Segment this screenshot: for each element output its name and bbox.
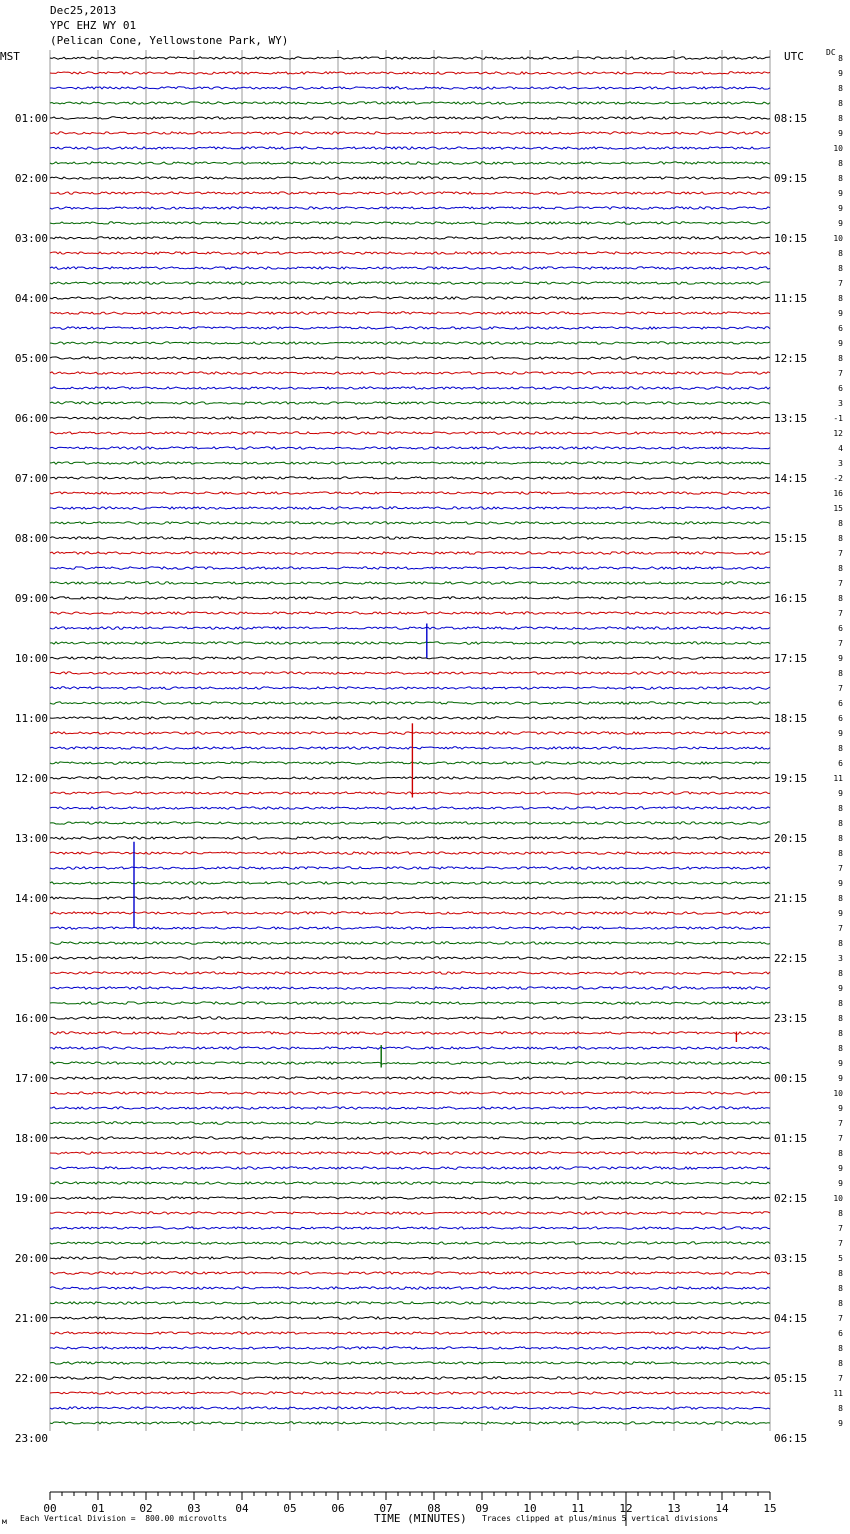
- utc-hour-label: 13:15: [774, 412, 808, 425]
- trace-row: [50, 537, 770, 539]
- utc-hour-label: 15:15: [774, 532, 808, 545]
- dc-label: DC: [826, 48, 836, 57]
- utc-hour-label: 03:15: [774, 1252, 808, 1265]
- trace-row: [50, 57, 770, 59]
- left-zone-label: MST: [0, 50, 20, 63]
- utc-hour-label: 19:15: [774, 772, 808, 785]
- trace-row: [50, 117, 770, 119]
- trace-row: [50, 747, 770, 749]
- trace-row: [50, 222, 770, 224]
- mst-hour-label: 12:00: [14, 772, 48, 785]
- trace-row: [50, 1017, 770, 1019]
- trace-row: [50, 702, 770, 704]
- dc-offset-label: 9: [838, 1164, 843, 1173]
- trace-row: [50, 372, 770, 374]
- utc-hour-label: 10:15: [774, 232, 808, 245]
- trace-row: [50, 1347, 770, 1349]
- dc-offset-label: 6: [838, 699, 843, 708]
- dc-offset-label: 8: [838, 834, 843, 843]
- dc-offset-label: 8: [838, 249, 843, 258]
- dc-offset-label: 7: [838, 549, 843, 558]
- trace-row: [50, 717, 770, 719]
- dc-offset-label: -2: [833, 474, 843, 483]
- dc-offset-label: 8: [838, 804, 843, 813]
- dc-offset-label: 6: [838, 624, 843, 633]
- trace-row: [50, 1137, 770, 1139]
- footer-corner-mark: м: [2, 1517, 7, 1526]
- trace-row: [50, 1407, 770, 1409]
- mst-hour-label: 08:00: [14, 532, 48, 545]
- x-tick-label: 09: [475, 1502, 489, 1515]
- dc-offset-label: 7: [838, 924, 843, 933]
- trace-row: [50, 1287, 770, 1289]
- trace-row: [50, 807, 770, 809]
- trace-row: [50, 837, 770, 839]
- trace-row: [50, 162, 770, 164]
- dc-offset-label: 6: [838, 714, 843, 723]
- utc-hour-label: 02:15: [774, 1192, 808, 1205]
- trace-row: [50, 552, 770, 554]
- mst-hour-label: 06:00: [14, 412, 48, 425]
- dc-offset-label: 8: [838, 1014, 843, 1023]
- dc-offset-label: 9: [838, 729, 843, 738]
- trace-row: [50, 627, 770, 629]
- trace-row: [50, 1152, 770, 1154]
- dc-offset-label: 8: [838, 1209, 843, 1218]
- utc-hour-label: 09:15: [774, 172, 808, 185]
- dc-offset-label: 8: [838, 1149, 843, 1158]
- header-location: (Pelican Cone, Yellowstone Park, WY): [50, 34, 289, 47]
- trace-row: [50, 1032, 770, 1034]
- dc-offset-label: 9: [838, 789, 843, 798]
- dc-offset-label: 8: [838, 1269, 843, 1278]
- utc-hour-label: 06:15: [774, 1432, 808, 1445]
- x-tick-label: 10: [523, 1502, 537, 1515]
- dc-offset-label: 6: [838, 384, 843, 393]
- trace-row: [50, 1392, 770, 1394]
- dc-offset-label: 8: [838, 1404, 843, 1413]
- utc-hour-label: 20:15: [774, 832, 808, 845]
- dc-offset-label: 8: [838, 294, 843, 303]
- x-tick-label: 00: [43, 1502, 57, 1515]
- dc-offset-label: 9: [838, 1059, 843, 1068]
- trace-row: [50, 72, 770, 74]
- utc-hour-label: 16:15: [774, 592, 808, 605]
- mst-hour-label: 05:00: [14, 352, 48, 365]
- trace-row: [50, 132, 770, 134]
- dc-offset-label: 6: [838, 324, 843, 333]
- trace-row: [50, 567, 770, 569]
- trace-row: [50, 1182, 770, 1184]
- dc-offset-label: 9: [838, 1104, 843, 1113]
- trace-row: [50, 687, 770, 689]
- x-tick-label: 01: [91, 1502, 105, 1515]
- utc-hour-label: 18:15: [774, 712, 808, 725]
- utc-hour-label: 11:15: [774, 292, 808, 305]
- dc-offset-label: -1: [833, 414, 843, 423]
- dc-offset-label: 8: [838, 264, 843, 273]
- trace-row: [50, 1257, 770, 1259]
- trace-row: [50, 447, 770, 449]
- trace-row: [50, 342, 770, 344]
- dc-offset-label: 3: [838, 954, 843, 963]
- dc-offset-label: 7: [838, 369, 843, 378]
- dc-offset-label: 8: [838, 744, 843, 753]
- dc-offset-label: 8: [838, 669, 843, 678]
- trace-row: [50, 612, 770, 614]
- x-tick-label: 14: [715, 1502, 729, 1515]
- mst-hour-label: 19:00: [14, 1192, 48, 1205]
- trace-row: [50, 672, 770, 674]
- trace-row: [50, 327, 770, 329]
- dc-offset-label: 9: [838, 909, 843, 918]
- mst-hour-label: 07:00: [14, 472, 48, 485]
- trace-row: [50, 1062, 770, 1064]
- trace-row: [50, 87, 770, 89]
- trace-row: [50, 507, 770, 509]
- utc-hour-label: 17:15: [774, 652, 808, 665]
- header-station: YPC EHZ WY 01: [50, 19, 137, 32]
- mst-hour-label: 10:00: [14, 652, 48, 665]
- x-tick-label: 12: [619, 1502, 633, 1515]
- dc-offset-label: 8: [838, 519, 843, 528]
- header-date: Dec25,2013: [50, 4, 117, 17]
- x-tick-label: 15: [763, 1502, 777, 1515]
- mst-hour-label: 11:00: [14, 712, 48, 725]
- dc-offset-label: 3: [838, 459, 843, 468]
- x-tick-label: 06: [331, 1502, 345, 1515]
- trace-row: [50, 897, 770, 899]
- utc-hour-label: 12:15: [774, 352, 808, 365]
- utc-hour-label: 14:15: [774, 472, 808, 485]
- mst-hour-label: 01:00: [14, 112, 48, 125]
- utc-hour-label: 21:15: [774, 892, 808, 905]
- trace-row: [50, 252, 770, 254]
- trace-row: [50, 822, 770, 824]
- dc-offset-label: 9: [838, 984, 843, 993]
- dc-offset-label: 8: [838, 894, 843, 903]
- trace-row: [50, 1317, 770, 1319]
- dc-offset-label: 8: [838, 939, 843, 948]
- x-axis-title: TIME (MINUTES): [374, 1512, 467, 1525]
- trace-row: [50, 1002, 770, 1004]
- trace-row: [50, 987, 770, 989]
- utc-hour-label: 05:15: [774, 1372, 808, 1385]
- mst-hour-label: 14:00: [14, 892, 48, 905]
- dc-offset-label: 8: [838, 969, 843, 978]
- dc-offset-label: 8: [838, 174, 843, 183]
- right-zone-label: UTC: [784, 50, 804, 63]
- dc-offset-label: 7: [838, 1374, 843, 1383]
- trace-row: [50, 732, 770, 734]
- dc-offset-label: 7: [838, 1224, 843, 1233]
- trace-row: [50, 417, 770, 419]
- trace-row: [50, 402, 770, 404]
- trace-row: [50, 1092, 770, 1094]
- trace-row: [50, 357, 770, 359]
- trace-row: [50, 1122, 770, 1124]
- trace-row: [50, 207, 770, 209]
- trace-row: [50, 657, 770, 659]
- dc-offset-label: 8: [838, 594, 843, 603]
- dc-offset-label: 8: [838, 99, 843, 108]
- dc-offset-label: 9: [838, 204, 843, 213]
- dc-offset-label: 8: [838, 999, 843, 1008]
- dc-offset-label: 9: [838, 219, 843, 228]
- dc-offset-label: 8: [838, 1284, 843, 1293]
- mst-hour-label: 22:00: [14, 1372, 48, 1385]
- dc-offset-label: 7: [838, 1119, 843, 1128]
- trace-row: [50, 297, 770, 299]
- x-tick-label: 13: [667, 1502, 681, 1515]
- x-tick-label: 02: [139, 1502, 153, 1515]
- trace-row: [50, 777, 770, 779]
- dc-offset-label: 7: [838, 579, 843, 588]
- trace-row: [50, 597, 770, 599]
- dc-offset-label: 7: [838, 864, 843, 873]
- dc-offset-label: 7: [838, 684, 843, 693]
- dc-offset-label: 8: [838, 1029, 843, 1038]
- dc-offset-label: 8: [838, 849, 843, 858]
- trace-row: [50, 267, 770, 269]
- x-tick-label: 08: [427, 1502, 441, 1515]
- dc-offset-label: 6: [838, 1329, 843, 1338]
- dc-offset-label: 10: [833, 144, 843, 153]
- trace-row: [50, 1377, 770, 1379]
- dc-offset-label: 9: [838, 654, 843, 663]
- dc-offset-label: 9: [838, 309, 843, 318]
- mst-hour-label: 04:00: [14, 292, 48, 305]
- trace-row: [50, 792, 770, 794]
- dc-offset-label: 7: [838, 279, 843, 288]
- trace-row: [50, 147, 770, 149]
- trace-row: [50, 582, 770, 584]
- mst-hour-label: 20:00: [14, 1252, 48, 1265]
- utc-hour-label: 08:15: [774, 112, 808, 125]
- trace-row: [50, 867, 770, 869]
- dc-offset-label: 5: [838, 1254, 843, 1263]
- trace-row: [50, 432, 770, 434]
- trace-row: [50, 387, 770, 389]
- trace-row: [50, 1302, 770, 1304]
- trace-row: [50, 957, 770, 959]
- dc-offset-label: 4: [838, 444, 843, 453]
- trace-row: [50, 102, 770, 104]
- dc-offset-label: 11: [833, 1389, 843, 1398]
- mst-hour-label: 17:00: [14, 1072, 48, 1085]
- dc-offset-label: 7: [838, 609, 843, 618]
- trace-row: [50, 882, 770, 884]
- trace-row: [50, 1242, 770, 1244]
- trace-row: [50, 1422, 770, 1424]
- trace-row: [50, 927, 770, 929]
- dc-offset-label: 10: [833, 1089, 843, 1098]
- x-tick-label: 05: [283, 1502, 297, 1515]
- trace-row: [50, 1107, 770, 1109]
- utc-hour-label: 22:15: [774, 952, 808, 965]
- trace-row: [50, 1047, 770, 1049]
- utc-hour-label: 23:15: [774, 1012, 808, 1025]
- dc-offset-label: 9: [838, 129, 843, 138]
- utc-hour-label: 01:15: [774, 1132, 808, 1145]
- trace-row: [50, 762, 770, 764]
- trace-row: [50, 177, 770, 179]
- trace-row: [50, 1167, 770, 1169]
- trace-row: [50, 1197, 770, 1199]
- trace-row: [50, 972, 770, 974]
- trace-row: [50, 192, 770, 194]
- dc-offset-label: 10: [833, 1194, 843, 1203]
- dc-offset-label: 15: [833, 504, 843, 513]
- dc-offset-label: 8: [838, 564, 843, 573]
- x-tick-label: 03: [187, 1502, 201, 1515]
- trace-row: [50, 312, 770, 314]
- trace-row: [50, 852, 770, 854]
- dc-offset-label: 16: [833, 489, 843, 498]
- trace-row: [50, 1212, 770, 1214]
- trace-row: [50, 237, 770, 239]
- mst-hour-label: 15:00: [14, 952, 48, 965]
- dc-offset-label: 8: [838, 819, 843, 828]
- dc-offset-label: 9: [838, 189, 843, 198]
- dc-offset-label: 7: [838, 1134, 843, 1143]
- trace-row: [50, 942, 770, 944]
- footer-clip-note: Traces clipped at plus/minus 5 vertical divisions: [482, 1514, 719, 1523]
- trace-row: [50, 282, 770, 284]
- footer-scale: Each Vertical Division = 800.00 microvolts: [20, 1514, 228, 1523]
- dc-offset-label: 8: [838, 159, 843, 168]
- x-tick-label: 11: [571, 1502, 585, 1515]
- mst-hour-label: 16:00: [14, 1012, 48, 1025]
- dc-offset-label: 10: [833, 234, 843, 243]
- trace-row: [50, 1077, 770, 1079]
- trace-row: [50, 642, 770, 644]
- dc-offset-label: 11: [833, 774, 843, 783]
- trace-row: [50, 1272, 770, 1274]
- trace-row: [50, 1227, 770, 1229]
- dc-offset-label: 8: [838, 1044, 843, 1053]
- mst-hour-label: 09:00: [14, 592, 48, 605]
- utc-hour-label: 00:15: [774, 1072, 808, 1085]
- trace-row: [50, 912, 770, 914]
- trace-row: [50, 1362, 770, 1364]
- dc-offset-label: 12: [833, 429, 843, 438]
- mst-hour-label: 13:00: [14, 832, 48, 845]
- dc-offset-label: 8: [838, 534, 843, 543]
- dc-offset-label: 7: [838, 639, 843, 648]
- trace-row: [50, 522, 770, 524]
- mst-hour-label: 23:00: [14, 1432, 48, 1445]
- trace-row: [50, 462, 770, 464]
- utc-hour-label: 04:15: [774, 1312, 808, 1325]
- mst-hour-label: 03:00: [14, 232, 48, 245]
- trace-row: [50, 492, 770, 494]
- trace-row: [50, 477, 770, 479]
- dc-offset-label: 8: [838, 114, 843, 123]
- dc-offset-label: 9: [838, 69, 843, 78]
- dc-offset-label: 3: [838, 399, 843, 408]
- mst-hour-label: 21:00: [14, 1312, 48, 1325]
- mst-hour-label: 02:00: [14, 172, 48, 185]
- dc-offset-label: 9: [838, 879, 843, 888]
- dc-offset-label: 6: [838, 759, 843, 768]
- dc-offset-label: 8: [838, 1359, 843, 1368]
- dc-offset-label: 8: [838, 354, 843, 363]
- mst-hour-label: 18:00: [14, 1132, 48, 1145]
- dc-offset-label: 9: [838, 339, 843, 348]
- dc-offset-label: 8: [838, 1299, 843, 1308]
- trace-row: [50, 1332, 770, 1334]
- dc-offset-label: 9: [838, 1419, 843, 1428]
- dc-offset-label: 8: [838, 84, 843, 93]
- x-tick-label: 04: [235, 1502, 249, 1515]
- x-tick-label: 07: [379, 1502, 393, 1515]
- dc-offset-label: 8: [838, 54, 843, 63]
- dc-offset-label: 8: [838, 1344, 843, 1353]
- dc-offset-label: 9: [838, 1074, 843, 1083]
- dc-offset-label: 9: [838, 1179, 843, 1188]
- dc-offset-label: 7: [838, 1314, 843, 1323]
- dc-offset-label: 7: [838, 1239, 843, 1248]
